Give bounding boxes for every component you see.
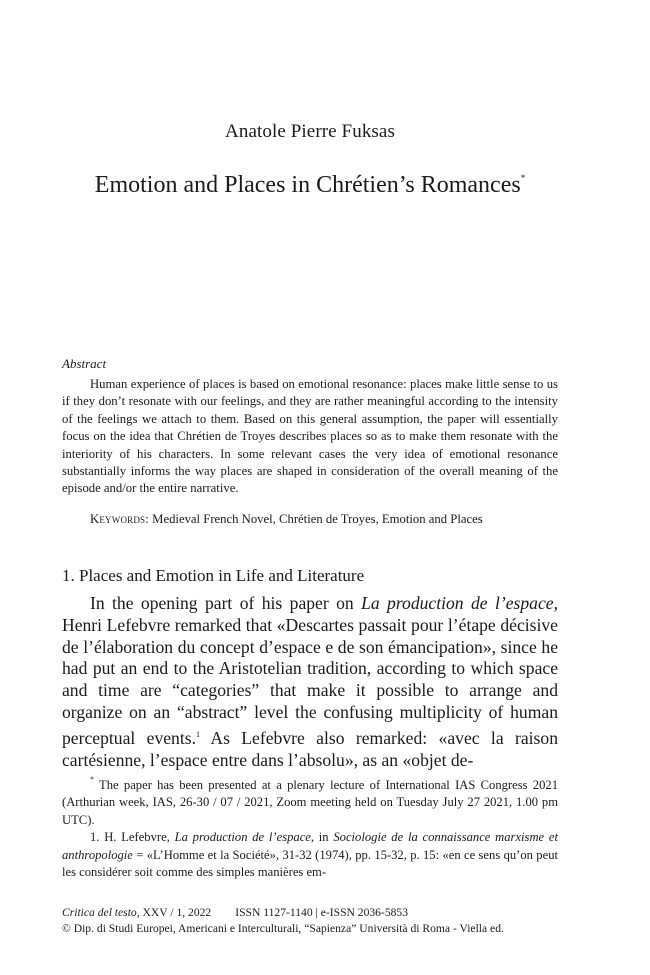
footnote-star-text: The paper has been presented at a plenary lecture of International IAS Congress 2021 (Arthurian week, IAS, 26-30 / 07 / 2021, Zoom meeting held on Tuesday July 27 2021, 1.00 pm UTC).: [62, 778, 558, 827]
journal-name: Critica del testo: [62, 906, 137, 919]
title-note-mark: *: [520, 173, 526, 183]
body-text-a: In the opening part of his paper on: [90, 593, 362, 613]
footnote-1-text-c: = «L’Homme et la Société», 31-32 (1974), pp. 15-32, p. 15: «en ce sens qu’on peut les considérer soit comme des simples manières em-: [62, 847, 558, 880]
footnote-ref-1[interactable]: 1: [195, 729, 200, 739]
footnote-1-text-a: 1. H. Lefebvre,: [90, 830, 175, 845]
body-paragraph: [62, 593, 558, 771]
body-book-title: La production de l’espace: [361, 593, 554, 613]
footnote-star-mark: *: [90, 775, 94, 784]
title-text: Emotion and Places in Chrétien’s Romances: [94, 172, 521, 198]
body-text-c: As Lefebvre also remarked: «avec la raison cartésienne, l’espace entre dans l’absolu», as an «objet de-: [62, 727, 558, 770]
journal-issn: ISSN 1127-1140 | e-ISSN 2036-5853: [235, 906, 409, 919]
footer-copyright: © Dip. di Studi Europei, Americani e Interculturali, “Sapienza” Università di Roma - Viella ed.: [62, 922, 504, 935]
author-name: Anatole Pierre Fuksas: [225, 121, 395, 142]
abstract-text: Human experience of places is based on emotional resonance: places make little sense to us if they don’t resonate with our feelings, and they are rather meaningful according to the intensity of the feelings we attach to them. Based on this general assumption, the paper will essentially focus on the idea that Chrétien de Troyes describes places so as to make them resonate with the interiority of his characters. In some relevant cases the very idea of emotional resonance substantially informs the way places are shaped in consideration of the overall meaning of the episode and/or the entire narrative.: [62, 377, 558, 496]
keywords-label: Keywords:: [90, 512, 149, 526]
footnotes: [62, 771, 558, 881]
section-heading: 1. Places and Emotion in Life and Literature: [62, 566, 365, 585]
abstract-heading: Abstract: [62, 356, 107, 371]
footnote-star: [62, 771, 558, 829]
keywords-list: Medieval French Novel, Chrétien de Troyes, Emotion and Places: [152, 512, 483, 526]
footnote-1-book: La production de l’espace: [174, 830, 311, 845]
journal-issue: , XXV / 1, 2022: [136, 906, 212, 919]
footnote-1-text-b: , in: [310, 830, 334, 845]
footer-line-1: [62, 905, 558, 921]
body-text-b: , Henri Lefebvre remarked that «Descartes passait pour l’étape décisive de l’élaboration du concept d’espace e de son émancipation», since he had put an end to the Aristotelian tradition, according to which space and time are “categories” that make it possible to arrange and organize on an “abstract” level the confusing multiplicity of human perceptual events.: [62, 593, 558, 748]
page-footer: [62, 905, 558, 937]
paper-title: [62, 172, 558, 199]
footnote-1: [62, 829, 558, 881]
footnote-1-collection: Sociologie de la connaissance marxisme et anthropologie: [62, 830, 558, 862]
keywords-line: [62, 511, 558, 528]
